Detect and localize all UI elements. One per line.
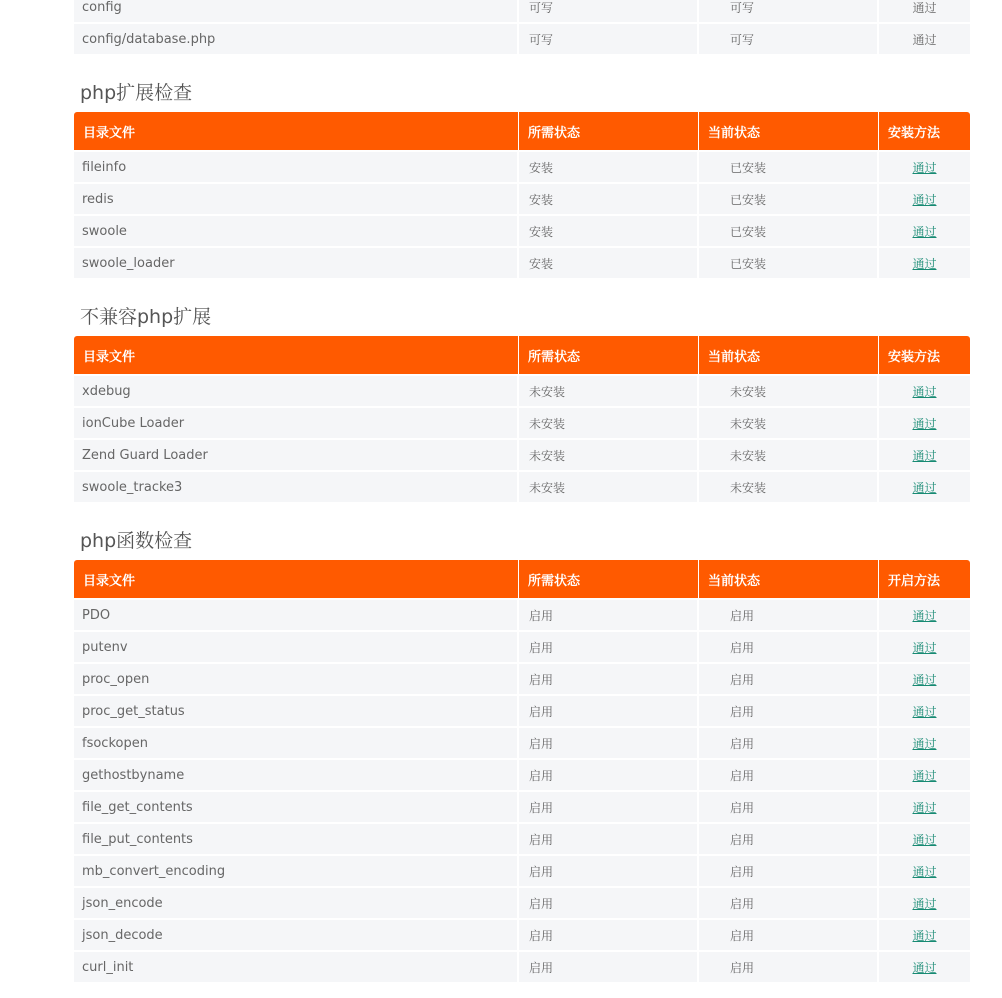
pass-link[interactable]: 通过 <box>912 192 937 207</box>
pass-link[interactable]: 通过 <box>912 416 937 431</box>
current-status: 未安装 <box>699 408 879 438</box>
php-extensions-table <box>74 112 970 280</box>
header-current-status: 当前状态 <box>699 336 879 374</box>
item-name: proc_open <box>74 664 519 694</box>
pass-link[interactable]: 通过 <box>912 224 937 239</box>
table-row <box>74 216 970 248</box>
header-enable-method: 开启方法 <box>879 560 970 598</box>
current-status: 启用 <box>699 600 879 630</box>
required-status: 启用 <box>519 888 699 918</box>
current-status: 已安装 <box>699 216 879 246</box>
header-install-method: 安装方法 <box>879 112 970 150</box>
item-name: curl_init <box>74 952 519 982</box>
item-name: Zend Guard Loader <box>74 440 519 470</box>
current-status: 启用 <box>699 728 879 758</box>
table-row <box>74 792 970 824</box>
header-current-status: 当前状态 <box>699 560 879 598</box>
required-status: 安装 <box>519 152 699 182</box>
header-current-status: 当前状态 <box>699 112 879 150</box>
table-row <box>74 472 970 504</box>
table-header <box>74 336 970 374</box>
pass-link[interactable]: 通过 <box>912 256 937 271</box>
table-row <box>74 952 970 984</box>
table-row <box>74 0 970 24</box>
current-status: 启用 <box>699 952 879 982</box>
table-row <box>74 248 970 280</box>
table-row <box>74 376 970 408</box>
table-header <box>74 560 970 598</box>
current-status: 启用 <box>699 664 879 694</box>
required-status: 启用 <box>519 952 699 982</box>
current-status: 未安装 <box>699 472 879 502</box>
required-status: 启用 <box>519 760 699 790</box>
required-status: 启用 <box>519 920 699 950</box>
result-text: 通过 <box>879 24 970 54</box>
pass-link[interactable]: 通过 <box>912 448 937 463</box>
required-status: 未安装 <box>519 472 699 502</box>
table-row <box>74 856 970 888</box>
current-status: 未安装 <box>699 376 879 406</box>
table-row <box>74 24 970 56</box>
required-status: 未安装 <box>519 376 699 406</box>
item-name: swoole <box>74 216 519 246</box>
item-name: swoole_loader <box>74 248 519 278</box>
current-status: 已安装 <box>699 248 879 278</box>
table-row <box>74 152 970 184</box>
item-name: json_encode <box>74 888 519 918</box>
table-row <box>74 408 970 440</box>
pass-link[interactable]: 通过 <box>912 640 937 655</box>
current-status: 未安装 <box>699 440 879 470</box>
result-text: 通过 <box>879 0 970 22</box>
required-status: 启用 <box>519 792 699 822</box>
item-name: xdebug <box>74 376 519 406</box>
pass-link[interactable]: 通过 <box>912 960 937 975</box>
pass-link[interactable]: 通过 <box>912 384 937 399</box>
required-status: 未安装 <box>519 408 699 438</box>
php-functions-table <box>74 560 970 984</box>
current-status: 启用 <box>699 888 879 918</box>
pass-link[interactable]: 通过 <box>912 896 937 911</box>
item-name: json_decode <box>74 920 519 950</box>
current-status: 启用 <box>699 920 879 950</box>
pass-link[interactable]: 通过 <box>912 704 937 719</box>
section-title-php-extensions: php扩展检查 <box>80 82 193 104</box>
current-status: 已安装 <box>699 184 879 214</box>
current-status: 启用 <box>699 632 879 662</box>
current-status: 启用 <box>699 760 879 790</box>
section-title-php-functions: php函数检查 <box>80 530 193 552</box>
dir-name: config/database.php <box>74 24 519 54</box>
table-row <box>74 728 970 760</box>
item-name: fsockopen <box>74 728 519 758</box>
table-header <box>74 112 970 150</box>
pass-link[interactable]: 通过 <box>912 864 937 879</box>
pass-link[interactable]: 通过 <box>912 800 937 815</box>
item-name: ionCube Loader <box>74 408 519 438</box>
table-row <box>74 824 970 856</box>
header-dir-file: 目录文件 <box>74 336 519 374</box>
current-status: 启用 <box>699 856 879 886</box>
header-required-status: 所需状态 <box>519 560 699 598</box>
item-name: mb_convert_encoding <box>74 856 519 886</box>
current-status: 启用 <box>699 696 879 726</box>
pass-link[interactable]: 通过 <box>912 480 937 495</box>
required-status: 启用 <box>519 856 699 886</box>
item-name: proc_get_status <box>74 696 519 726</box>
pass-link[interactable]: 通过 <box>912 160 937 175</box>
incompatible-extensions-table <box>74 336 970 504</box>
required-status: 未安装 <box>519 440 699 470</box>
current-status: 可写 <box>699 0 879 22</box>
pass-link[interactable]: 通过 <box>912 928 937 943</box>
item-name: PDO <box>74 600 519 630</box>
current-status: 启用 <box>699 792 879 822</box>
required-status: 可写 <box>519 0 699 22</box>
item-name: file_get_contents <box>74 792 519 822</box>
pass-link[interactable]: 通过 <box>912 608 937 623</box>
required-status: 启用 <box>519 600 699 630</box>
header-install-method: 安装方法 <box>879 336 970 374</box>
required-status: 安装 <box>519 216 699 246</box>
pass-link[interactable]: 通过 <box>912 736 937 751</box>
item-name: swoole_tracke3 <box>74 472 519 502</box>
required-status: 可写 <box>519 24 699 54</box>
header-required-status: 所需状态 <box>519 112 699 150</box>
current-status: 启用 <box>699 824 879 854</box>
required-status: 启用 <box>519 664 699 694</box>
required-status: 启用 <box>519 696 699 726</box>
table-row <box>74 632 970 664</box>
table-row <box>74 664 970 696</box>
required-status: 启用 <box>519 824 699 854</box>
required-status: 启用 <box>519 728 699 758</box>
section-title-incompatible-extensions: 不兼容php扩展 <box>80 306 212 328</box>
item-name: file_put_contents <box>74 824 519 854</box>
directory-check-table <box>74 0 970 56</box>
current-status: 可写 <box>699 24 879 54</box>
table-row <box>74 600 970 632</box>
required-status: 安装 <box>519 248 699 278</box>
header-dir-file: 目录文件 <box>74 560 519 598</box>
pass-link[interactable]: 通过 <box>912 832 937 847</box>
header-required-status: 所需状态 <box>519 336 699 374</box>
item-name: redis <box>74 184 519 214</box>
table-row <box>74 696 970 728</box>
table-row <box>74 920 970 952</box>
table-row <box>74 760 970 792</box>
current-status: 已安装 <box>699 152 879 182</box>
item-name: gethostbyname <box>74 760 519 790</box>
table-row <box>74 888 970 920</box>
pass-link[interactable]: 通过 <box>912 768 937 783</box>
required-status: 安装 <box>519 184 699 214</box>
header-dir-file: 目录文件 <box>74 112 519 150</box>
table-row <box>74 184 970 216</box>
dir-name: config <box>74 0 519 22</box>
pass-link[interactable]: 通过 <box>912 672 937 687</box>
item-name: putenv <box>74 632 519 662</box>
table-row <box>74 440 970 472</box>
item-name: fileinfo <box>74 152 519 182</box>
required-status: 启用 <box>519 632 699 662</box>
